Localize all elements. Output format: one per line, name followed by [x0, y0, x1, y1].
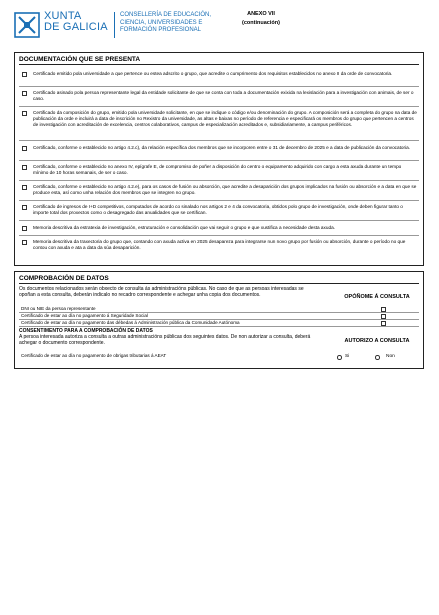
xunta-logo-icon — [14, 12, 40, 38]
annex-title: ANEXO VII (continuación) — [242, 11, 280, 26]
doc-checkbox[interactable] — [22, 226, 27, 231]
logo-divider — [114, 12, 115, 38]
doc-checkbox[interactable] — [22, 205, 27, 210]
oppose-row: DNI ou NIE da persoa representante — [19, 306, 419, 313]
doc-checkbox[interactable] — [22, 146, 27, 151]
data-check-section — [14, 271, 424, 369]
oppose-header: OPÓÑOME Á CONSULTA — [344, 294, 410, 300]
oppose-row: Certificado de estar ao día no pagamento das débedas á Administración pública da Comunidade Autónoma — [19, 320, 419, 327]
doc-checkbox[interactable] — [22, 111, 27, 116]
authorize-yes-radio[interactable] — [337, 355, 342, 360]
oppose-checkbox[interactable] — [381, 314, 386, 319]
oppose-row: Certificado de estar ao día no pagamento á Seguridade Social — [19, 313, 419, 320]
no-label: Non — [386, 354, 395, 359]
authorize-header: AUTORIZO A CONSULTA — [344, 338, 410, 344]
section-title: COMPROBACIÓN DE DATOS — [19, 275, 109, 282]
authorize-no-radio[interactable] — [375, 355, 380, 360]
department-name: CONSELLERÍA DE EDUCACIÓN, CIENCIA, UNIVERSIDADES E FORMACIÓN PROFESIONAL — [120, 12, 212, 33]
yes-label: Si — [345, 354, 350, 359]
authorize-row: Certificado de estar ao día no pagamento de obrigas tributarias á AEAT — [21, 353, 167, 358]
doc-checkbox[interactable] — [22, 185, 27, 190]
oppose-checkbox[interactable] — [381, 307, 386, 312]
section-title: DOCUMENTACIÓN QUE SE PRESENTA — [19, 56, 141, 63]
data-check-intro: Os documentos relacionados serán obxecto de consulta ás administracións públicas. No caso de que as persoas interesadas se opoñan a esta consulta, deberán indicalo no recadro correspondente e achegar unha copia dos documentos. — [19, 286, 304, 298]
oppose-checkbox[interactable] — [381, 321, 386, 326]
logo-wordmark: XUNTA DE GALICIA — [44, 10, 108, 33]
doc-checkbox[interactable] — [22, 165, 27, 170]
documentation-section: DOCUMENTACIÓN QUE SE PRESENTA Certificado emitido pola universidade a que pertence ou estea adscrito o grupo, que acredite o cumprimento dos requisitos establecidos no anexo II da orde de convocatoria. Certificado asinado pola persoa representante legal da entidade solicitante de que se conta con toda a documentación exixida na lexislación para a investigación con animais, de ser o caso. Certificado da composición do grupo, emitido pola universidade solicitante, en que se indique o código e/ou denominación do grupo. A composición será a completa do grupo na data de publicación da orde e incluirá a data de inscrición no Rexistro da universidade, as altas e baixas no período de referencia e especificará os membros do grupo que pertencen a centros de investigación con acreditación de excelencia, centros colaborativos, campus de especialización acreditados e, subsidiariamente, a campus periféricos. Certificado, conforme o establecido no artigo 4.2.c), da relación específica dos membros que se incorporen entre o 31 de decembro de 2025 e a data de publicación da convocatoria. Certificado, conforme o establecido no anexo IV, epígrafe E, de compromiso de poñer a disposición do centro o equipamento adquirido con cargo a esta axuda durante un tempo mínimo de 10 horas semanais, de ser o caso. Certificado, conforme o establecido no artigo 4.2.e), para os casos de fusión ou absorción, que acredite a desaparición dos grupos implicados na fusión ou absorción e a data en que se produce esta, así como unha relación dos membros que se integren no grupo. Certificado de ingresos de I+D competitivos, computados de acordo co sinalado nos artigos 2 e 4 da convocatoria, obtidos polo grupo de investigación, onde deben figurar tanto o importe total dos proxectos como o desagregado das anualidades que se certifican. Memoria descritiva da estratexia de investigación, estruturación e consolidación que vai seguir o grupo e que xustifica a necesidade desta axuda. Memoria descritiva da traxectoria do grupo que, contando con axuda activa en 2025 desapareza para integrarse nun novo grupo por fusión ou absorción, durante o período no que contou con axuda e ata a data da súa desaparición. — [14, 52, 424, 266]
doc-checkbox[interactable] — [22, 240, 27, 245]
consent-block: CONSENTIMENTO PARA A COMPROBACIÓN DE DATOS A persoa interesada autoriza a consulta a outras administracións públicas dos seguintes datos. De non autorizar a consulta, deberá achegar o documento correspondente. — [19, 328, 311, 346]
doc-checkbox[interactable] — [22, 91, 27, 96]
page-header — [14, 10, 424, 48]
doc-checkbox[interactable] — [22, 72, 27, 77]
